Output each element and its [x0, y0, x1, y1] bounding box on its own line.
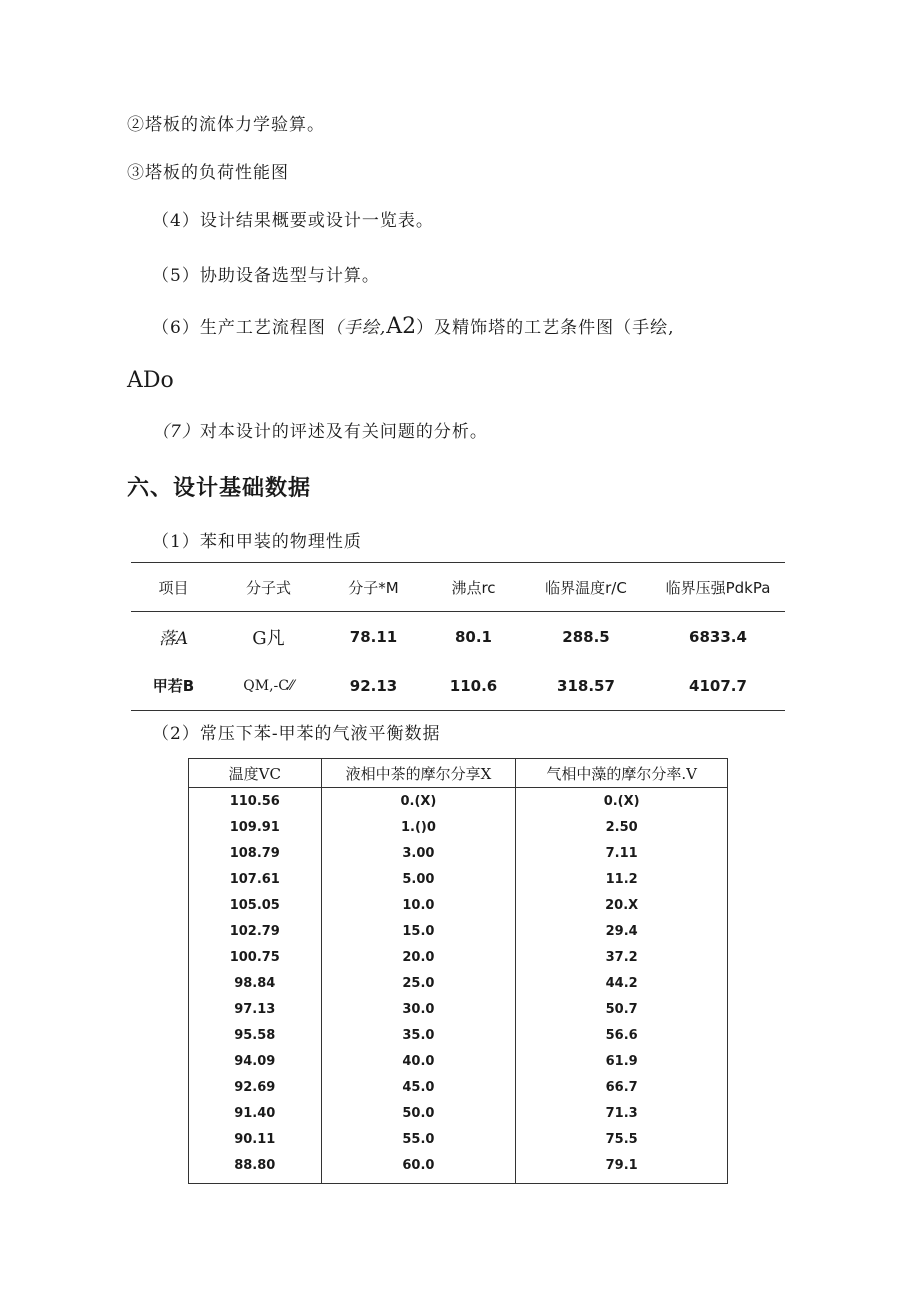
text-line-load-performance: ③塔板的负荷性能图 [127, 163, 289, 183]
table-cell: 40.0 [321, 1048, 516, 1074]
table-cell: 4107.7 [689, 676, 747, 695]
table-cell: 88.80 [189, 1152, 322, 1184]
table-cell: 288.5 [562, 627, 610, 646]
text-segment: ）及精饰塔的工艺条件图（手绘, [416, 318, 675, 338]
table-cell: 6833.4 [689, 627, 747, 646]
table-cell: 10.0 [321, 892, 516, 918]
table-cell: 90.11 [189, 1126, 322, 1152]
table-cell: 97.13 [189, 996, 322, 1022]
table-cell: 92.69 [189, 1074, 322, 1100]
table-cell: 56.6 [516, 1022, 728, 1048]
text-line-ado: ADo [127, 368, 174, 393]
table-cell: 107.61 [189, 866, 322, 892]
text-line-equipment-selection: （5）协助设备选型与计算。 [152, 266, 380, 286]
table-cell: 110.56 [189, 788, 322, 815]
text-line-hydrodynamics: ②塔板的流体力学验算。 [127, 115, 325, 135]
table-cell: 71.3 [516, 1100, 728, 1126]
table-cell: QM,-C⁄⁄ [243, 677, 294, 694]
table-cell: 45.0 [321, 1074, 516, 1100]
table-cell: 35.0 [321, 1022, 516, 1048]
table-cell: 11.2 [516, 866, 728, 892]
text-segment: （6）生产工艺流程图 [152, 318, 326, 338]
table-cell: 29.4 [516, 918, 728, 944]
table-cell: 80.1 [454, 627, 492, 646]
table-cell: 95.58 [189, 1022, 322, 1048]
table-row [189, 996, 728, 1022]
table-cell: 20.X [516, 892, 728, 918]
text-line-design-summary: （4）设计结果概要或设计一览表。 [152, 211, 434, 231]
table-row [189, 788, 728, 815]
header-cell: 分子式 [216, 563, 321, 612]
table-cell: 甲若B [152, 677, 195, 695]
header-cell: 气相中藻的摩尔分率.V [516, 759, 728, 788]
table-cell: 78.11 [349, 627, 398, 646]
text-segment: 对本设计的评述及有关问题的分析。 [199, 422, 488, 442]
table-cell: 1.()0 [321, 814, 516, 840]
table-row [189, 1100, 728, 1126]
physical-properties-table [131, 562, 785, 711]
table-row [189, 892, 728, 918]
table-row [189, 840, 728, 866]
table-cell: 105.05 [189, 892, 322, 918]
table-header-row [189, 759, 728, 788]
table-cell: 98.84 [189, 970, 322, 996]
table-cell: 55.0 [321, 1126, 516, 1152]
table-row [189, 1126, 728, 1152]
table-row [189, 1048, 728, 1074]
table-cell: 25.0 [321, 970, 516, 996]
table-row [189, 970, 728, 996]
table-row [189, 918, 728, 944]
table-cell: 0.(X) [516, 788, 728, 815]
table2-caption: （2）常压下苯-甲苯的气液平衡数据 [152, 724, 441, 744]
table-cell: 61.9 [516, 1048, 728, 1074]
table-cell: 110.6 [449, 676, 498, 695]
table-row [131, 661, 785, 710]
table-cell: 100.75 [189, 944, 322, 970]
table-cell: G凡 [252, 627, 285, 649]
table-cell: 79.1 [516, 1152, 728, 1184]
table-cell: 94.09 [189, 1048, 322, 1074]
table-cell: 落A [158, 629, 189, 649]
table-cell: 3.00 [321, 840, 516, 866]
table-cell: 60.0 [321, 1152, 516, 1184]
table-cell: 318.57 [557, 676, 615, 695]
table-cell: 20.0 [321, 944, 516, 970]
table-cell: 66.7 [516, 1074, 728, 1100]
table-cell: 7.11 [516, 840, 728, 866]
table-cell: 91.40 [189, 1100, 322, 1126]
table-row [189, 1074, 728, 1100]
table-row [189, 944, 728, 970]
table-row [189, 1152, 728, 1184]
header-cell: 沸点rc [426, 563, 521, 612]
table-cell: 44.2 [516, 970, 728, 996]
text-segment: A2 [386, 314, 417, 339]
table-cell: 109.91 [189, 814, 322, 840]
table-row [189, 1022, 728, 1048]
text-line-evaluation [152, 417, 488, 442]
header-cell: 温度VC [189, 759, 322, 788]
table-cell: 30.0 [321, 996, 516, 1022]
header-cell: 液相中茶的摩尔分享X [321, 759, 516, 788]
table-cell: 75.5 [516, 1126, 728, 1152]
header-cell: 临界温度r/C [521, 563, 651, 612]
vle-data-table [188, 758, 728, 1184]
table-cell: 50.0 [321, 1100, 516, 1126]
table-cell: 2.50 [516, 814, 728, 840]
text-line-process-flow [152, 313, 675, 339]
table-cell: 102.79 [189, 918, 322, 944]
table-cell: 108.79 [189, 840, 322, 866]
header-cell: 临界压强PdkPa [651, 563, 785, 612]
table-cell: 15.0 [321, 918, 516, 944]
table-body [189, 788, 728, 1184]
table-cell: 37.2 [516, 944, 728, 970]
text-segment: （7） [152, 422, 200, 442]
table-cell: 92.13 [349, 676, 398, 695]
table-cell: 5.00 [321, 866, 516, 892]
table-cell: 0.(X) [321, 788, 516, 815]
table1-caption: （1）苯和甲装的物理性质 [152, 532, 362, 552]
text-segment: （手绘, [325, 318, 387, 338]
table-cell: 50.7 [516, 996, 728, 1022]
table-header-row [131, 563, 785, 612]
table-row [131, 612, 785, 662]
header-cell: 分子*M [321, 563, 426, 612]
table-row [189, 814, 728, 840]
header-cell: 项目 [131, 563, 216, 612]
section-title: 六、设计基础数据 [127, 476, 312, 501]
table-row [189, 866, 728, 892]
